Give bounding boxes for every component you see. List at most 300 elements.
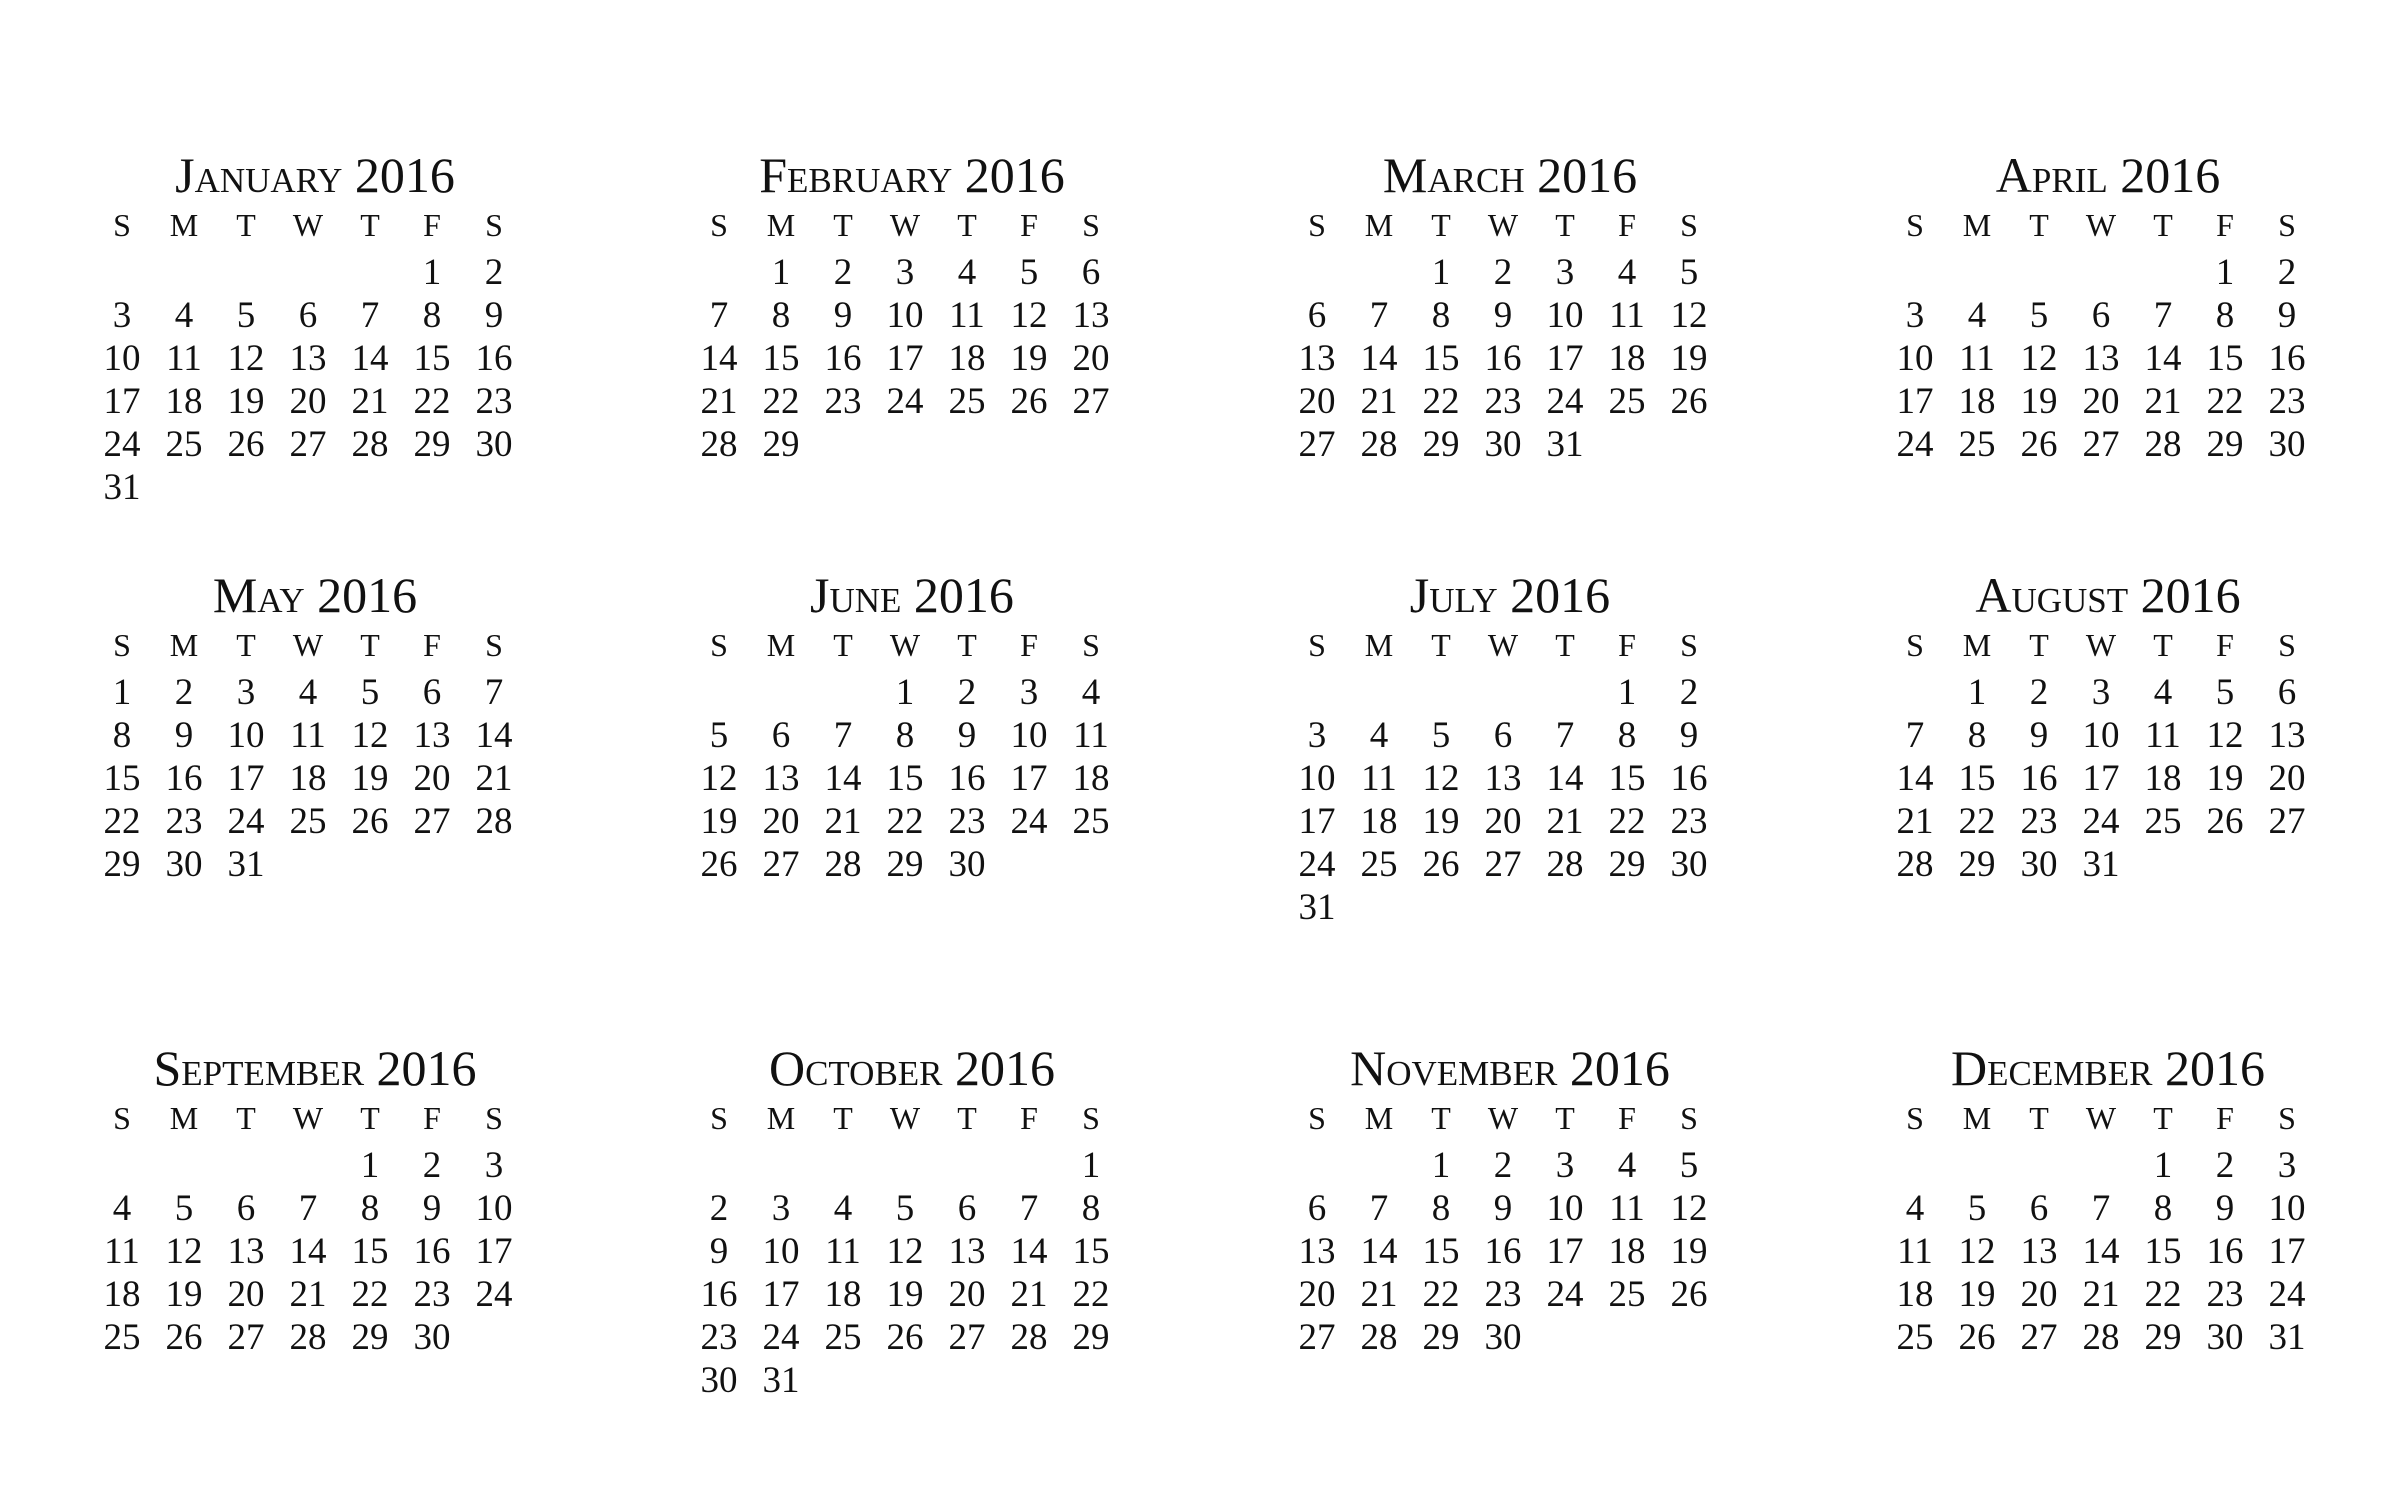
day-cell: 12: [1670, 295, 1708, 336]
weekday-header: T: [1555, 1100, 1575, 1136]
day-cell: 25: [948, 381, 986, 422]
day-cell: 23: [700, 1317, 738, 1358]
day-cell: 15: [1608, 758, 1646, 799]
day-cell: 17: [1546, 1231, 1584, 1272]
day-cell: 28: [475, 801, 513, 842]
day-cell: 15: [351, 1231, 389, 1272]
weekday-header: M: [169, 627, 199, 663]
weekday-header: M: [1364, 1100, 1394, 1136]
day-cell: 4: [1617, 252, 1637, 293]
day-cell: 12: [1958, 1231, 1996, 1272]
month-title: February 2016: [759, 147, 1065, 203]
day-cell: 27: [2082, 424, 2120, 465]
day-cell: 20: [227, 1274, 265, 1315]
day-cell: 27: [762, 844, 800, 885]
day-cell: 1: [1081, 1145, 1101, 1186]
day-cell: 5: [1431, 715, 1451, 756]
day-cell: 26: [700, 844, 738, 885]
weekday-header: W: [2085, 207, 2117, 243]
day-cell: 16: [475, 338, 513, 379]
day-cell: 20: [2020, 1274, 2058, 1315]
day-cell: 25: [1608, 1274, 1646, 1315]
weekday-header: F: [1020, 627, 1038, 663]
day-cell: 7: [1369, 295, 1389, 336]
day-cell: 7: [1369, 1188, 1389, 1229]
day-cell: 26: [1010, 381, 1048, 422]
day-cell: 9: [833, 295, 853, 336]
day-cell: 16: [2206, 1231, 2244, 1272]
day-cell: 22: [1422, 381, 1460, 422]
weekday-header: S: [710, 207, 728, 243]
weekday-header: T: [833, 207, 853, 243]
day-cell: 1: [2153, 1145, 2173, 1186]
day-cell: 25: [289, 801, 327, 842]
day-cell: 7: [1019, 1188, 1039, 1229]
weekday-header: F: [1618, 207, 1636, 243]
day-cell: 17: [1896, 381, 1934, 422]
weekday-header: S: [2278, 207, 2296, 243]
weekday-header: M: [1364, 207, 1394, 243]
day-cell: 31: [1298, 887, 1336, 928]
day-cell: 8: [2153, 1188, 2173, 1229]
day-cell: 19: [1670, 1231, 1708, 1272]
day-cell: 7: [1555, 715, 1575, 756]
day-cell: 14: [824, 758, 862, 799]
day-cell: 8: [360, 1188, 380, 1229]
weekday-header: T: [1555, 627, 1575, 663]
day-cell: 26: [2206, 801, 2244, 842]
day-cell: 20: [2268, 758, 2306, 799]
day-cell: 3: [1905, 295, 1925, 336]
weekday-header: S: [1680, 1100, 1698, 1136]
day-cell: 24: [1896, 424, 1934, 465]
weekday-header: S: [710, 1100, 728, 1136]
day-cell: 14: [1546, 758, 1584, 799]
day-cell: 9: [484, 295, 504, 336]
day-cell: 26: [2020, 424, 2058, 465]
weekday-header: T: [360, 627, 380, 663]
day-cell: 23: [1670, 801, 1708, 842]
weekday-header: W: [1487, 627, 1519, 663]
weekday-header: T: [2029, 627, 2049, 663]
day-cell: 26: [1670, 1274, 1708, 1315]
weekday-header: S: [1308, 207, 1326, 243]
weekday-header: T: [2029, 207, 2049, 243]
day-cell: 19: [1422, 801, 1460, 842]
day-cell: 28: [1896, 844, 1934, 885]
day-cell: 6: [2029, 1188, 2049, 1229]
weekday-header: T: [1431, 1100, 1451, 1136]
day-cell: 22: [1422, 1274, 1460, 1315]
weekday-header: M: [1962, 627, 1992, 663]
day-cell: 30: [1484, 1317, 1522, 1358]
day-cell: 25: [1896, 1317, 1934, 1358]
weekday-header: T: [2153, 1100, 2173, 1136]
day-cell: 29: [1608, 844, 1646, 885]
day-cell: 12: [351, 715, 389, 756]
day-cell: 6: [957, 1188, 977, 1229]
day-cell: 17: [103, 381, 141, 422]
day-cell: 21: [1360, 1274, 1398, 1315]
day-cell: 15: [1422, 1231, 1460, 1272]
day-cell: 19: [1958, 1274, 1996, 1315]
day-cell: 5: [236, 295, 256, 336]
day-cell: 23: [2020, 801, 2058, 842]
day-cell: 23: [413, 1274, 451, 1315]
day-cell: 12: [1422, 758, 1460, 799]
day-cell: 11: [949, 295, 985, 336]
day-cell: 27: [289, 424, 327, 465]
day-cell: 14: [1360, 338, 1398, 379]
day-cell: 20: [1072, 338, 1110, 379]
day-cell: 2: [1493, 1145, 1513, 1186]
weekday-header: S: [1680, 207, 1698, 243]
weekday-header: W: [292, 627, 324, 663]
day-cell: 9: [957, 715, 977, 756]
day-cell: 17: [762, 1274, 800, 1315]
weekday-header: T: [236, 1100, 256, 1136]
day-cell: 13: [948, 1231, 986, 1272]
weekday-header: S: [2278, 627, 2296, 663]
day-cell: 10: [2268, 1188, 2306, 1229]
weekday-header: S: [1308, 627, 1326, 663]
day-cell: 25: [1360, 844, 1398, 885]
day-cell: 6: [1307, 1188, 1327, 1229]
day-cell: 21: [1896, 801, 1934, 842]
day-cell: 29: [1072, 1317, 1110, 1358]
day-cell: 6: [1493, 715, 1513, 756]
day-cell: 13: [289, 338, 327, 379]
day-cell: 16: [1484, 1231, 1522, 1272]
weekday-header: T: [360, 1100, 380, 1136]
day-cell: 14: [1010, 1231, 1048, 1272]
weekday-header: M: [1962, 1100, 1992, 1136]
day-cell: 7: [484, 672, 504, 713]
weekday-header: T: [236, 627, 256, 663]
day-cell: 3: [484, 1145, 504, 1186]
day-cell: 30: [1670, 844, 1708, 885]
day-cell: 20: [2082, 381, 2120, 422]
day-cell: 27: [948, 1317, 986, 1358]
weekday-header: F: [1618, 1100, 1636, 1136]
day-cell: 28: [289, 1317, 327, 1358]
weekday-header: W: [292, 1100, 324, 1136]
day-cell: 5: [1967, 1188, 1987, 1229]
day-cell: 1: [422, 252, 442, 293]
day-cell: 31: [762, 1360, 800, 1401]
day-cell: 2: [957, 672, 977, 713]
day-cell: 27: [1298, 424, 1336, 465]
day-cell: 16: [1670, 758, 1708, 799]
day-cell: 6: [771, 715, 791, 756]
day-cell: 10: [762, 1231, 800, 1272]
day-cell: 26: [1670, 381, 1708, 422]
day-cell: 23: [1484, 381, 1522, 422]
day-cell: 19: [2206, 758, 2244, 799]
day-cell: 18: [824, 1274, 862, 1315]
day-cell: 6: [2091, 295, 2111, 336]
day-cell: 23: [165, 801, 203, 842]
day-cell: 10: [1896, 338, 1934, 379]
month-title: October 2016: [768, 1040, 1056, 1096]
day-cell: 16: [1484, 338, 1522, 379]
day-cell: 5: [174, 1188, 194, 1229]
weekday-header: F: [2216, 207, 2234, 243]
day-cell: 16: [2020, 758, 2058, 799]
day-cell: 15: [1422, 338, 1460, 379]
day-cell: 2: [2277, 252, 2297, 293]
day-cell: 11: [1897, 1231, 1933, 1272]
day-cell: 10: [1010, 715, 1048, 756]
day-cell: 26: [1422, 844, 1460, 885]
day-cell: 4: [1369, 715, 1389, 756]
day-cell: 25: [1958, 424, 1996, 465]
weekday-header: S: [2278, 1100, 2296, 1136]
day-cell: 4: [174, 295, 194, 336]
day-cell: 10: [475, 1188, 513, 1229]
weekday-header: S: [113, 1100, 131, 1136]
day-cell: 25: [1608, 381, 1646, 422]
day-cell: 29: [1422, 1317, 1460, 1358]
day-cell: 30: [1484, 424, 1522, 465]
day-cell: 21: [700, 381, 738, 422]
day-cell: 15: [413, 338, 451, 379]
day-cell: 17: [227, 758, 265, 799]
day-cell: 9: [1679, 715, 1699, 756]
day-cell: 27: [413, 801, 451, 842]
day-cell: 1: [1617, 672, 1637, 713]
day-cell: 31: [227, 844, 265, 885]
day-cell: 18: [103, 1274, 141, 1315]
day-cell: 26: [227, 424, 265, 465]
day-cell: 21: [1546, 801, 1584, 842]
day-cell: 6: [1081, 252, 1101, 293]
day-cell: 5: [1679, 252, 1699, 293]
weekday-header: F: [1020, 1100, 1038, 1136]
day-cell: 3: [236, 672, 256, 713]
day-cell: 22: [351, 1274, 389, 1315]
day-cell: 4: [2153, 672, 2173, 713]
day-cell: 29: [762, 424, 800, 465]
day-cell: 25: [1072, 801, 1110, 842]
day-cell: 3: [1307, 715, 1327, 756]
day-cell: 14: [1360, 1231, 1398, 1272]
day-cell: 8: [112, 715, 132, 756]
day-cell: 4: [1081, 672, 1101, 713]
day-cell: 7: [298, 1188, 318, 1229]
day-cell: 8: [1431, 1188, 1451, 1229]
day-cell: 28: [1010, 1317, 1048, 1358]
day-cell: 31: [103, 467, 141, 508]
day-cell: 18: [1958, 381, 1996, 422]
day-cell: 15: [103, 758, 141, 799]
day-cell: 18: [948, 338, 986, 379]
day-cell: 31: [2082, 844, 2120, 885]
weekday-header: F: [2216, 1100, 2234, 1136]
day-cell: 21: [1010, 1274, 1048, 1315]
day-cell: 12: [700, 758, 738, 799]
day-cell: 1: [1967, 672, 1987, 713]
day-cell: 21: [289, 1274, 327, 1315]
day-cell: 8: [422, 295, 442, 336]
day-cell: 13: [762, 758, 800, 799]
day-cell: 15: [2206, 338, 2244, 379]
day-cell: 29: [103, 844, 141, 885]
weekday-header: T: [1555, 207, 1575, 243]
day-cell: 11: [1073, 715, 1109, 756]
day-cell: 22: [886, 801, 924, 842]
day-cell: 15: [886, 758, 924, 799]
day-cell: 23: [1484, 1274, 1522, 1315]
day-cell: 4: [833, 1188, 853, 1229]
day-cell: 27: [227, 1317, 265, 1358]
month-title: August 2016: [1975, 567, 2241, 623]
month-title: June 2016: [810, 567, 1014, 623]
day-cell: 8: [2215, 295, 2235, 336]
day-cell: 30: [2206, 1317, 2244, 1358]
day-cell: 23: [824, 381, 862, 422]
weekday-header: S: [1308, 1100, 1326, 1136]
day-cell: 16: [2268, 338, 2306, 379]
weekday-header: F: [2216, 627, 2234, 663]
day-cell: 6: [1307, 295, 1327, 336]
weekday-header: S: [710, 627, 728, 663]
day-cell: 21: [1360, 381, 1398, 422]
day-cell: 16: [824, 338, 862, 379]
day-cell: 13: [1298, 1231, 1336, 1272]
day-cell: 20: [1298, 381, 1336, 422]
day-cell: 9: [1493, 1188, 1513, 1229]
day-cell: 11: [1609, 295, 1645, 336]
day-cell: 12: [1670, 1188, 1708, 1229]
day-cell: 14: [2144, 338, 2182, 379]
day-cell: 15: [1958, 758, 1996, 799]
weekday-header: S: [1082, 1100, 1100, 1136]
day-cell: 8: [1967, 715, 1987, 756]
day-cell: 22: [103, 801, 141, 842]
day-cell: 20: [1484, 801, 1522, 842]
weekday-header: S: [485, 1100, 503, 1136]
day-cell: 21: [824, 801, 862, 842]
day-cell: 3: [112, 295, 132, 336]
day-cell: 27: [2020, 1317, 2058, 1358]
day-cell: 9: [2277, 295, 2297, 336]
day-cell: 18: [289, 758, 327, 799]
day-cell: 24: [1010, 801, 1048, 842]
weekday-header: T: [2153, 207, 2173, 243]
day-cell: 1: [1431, 1145, 1451, 1186]
day-cell: 3: [1555, 1145, 1575, 1186]
day-cell: 9: [1493, 295, 1513, 336]
weekday-header: M: [1962, 207, 1992, 243]
day-cell: 2: [2215, 1145, 2235, 1186]
day-cell: 7: [1905, 715, 1925, 756]
day-cell: 24: [103, 424, 141, 465]
day-cell: 12: [1010, 295, 1048, 336]
day-cell: 8: [1617, 715, 1637, 756]
day-cell: 19: [165, 1274, 203, 1315]
day-cell: 14: [289, 1231, 327, 1272]
day-cell: 9: [2215, 1188, 2235, 1229]
day-cell: 25: [2144, 801, 2182, 842]
month-title: December 2016: [1951, 1040, 2265, 1096]
weekday-header: W: [1487, 207, 1519, 243]
day-cell: 12: [227, 338, 265, 379]
day-cell: 14: [700, 338, 738, 379]
weekday-header: F: [423, 1100, 441, 1136]
day-cell: 14: [2082, 1231, 2120, 1272]
day-cell: 21: [475, 758, 513, 799]
month-title: November 2016: [1350, 1040, 1670, 1096]
weekday-header: S: [485, 207, 503, 243]
day-cell: 8: [895, 715, 915, 756]
day-cell: 19: [1010, 338, 1048, 379]
day-cell: 12: [886, 1231, 924, 1272]
day-cell: 13: [2082, 338, 2120, 379]
day-cell: 9: [2029, 715, 2049, 756]
day-cell: 1: [895, 672, 915, 713]
day-cell: 28: [1546, 844, 1584, 885]
day-cell: 6: [422, 672, 442, 713]
day-cell: 11: [166, 338, 202, 379]
day-cell: 28: [2144, 424, 2182, 465]
day-cell: 26: [165, 1317, 203, 1358]
weekday-header: W: [2085, 1100, 2117, 1136]
day-cell: 22: [413, 381, 451, 422]
day-cell: 19: [886, 1274, 924, 1315]
day-cell: 13: [227, 1231, 265, 1272]
day-cell: 22: [762, 381, 800, 422]
day-cell: 12: [2206, 715, 2244, 756]
day-cell: 21: [2144, 381, 2182, 422]
day-cell: 14: [475, 715, 513, 756]
month-title: May 2016: [212, 567, 418, 623]
day-cell: 15: [762, 338, 800, 379]
day-cell: 3: [771, 1188, 791, 1229]
day-cell: 24: [2268, 1274, 2306, 1315]
day-cell: 30: [2268, 424, 2306, 465]
day-cell: 11: [2145, 715, 2181, 756]
day-cell: 11: [1959, 338, 1995, 379]
day-cell: 29: [351, 1317, 389, 1358]
weekday-header: T: [957, 1100, 977, 1136]
day-cell: 13: [1072, 295, 1110, 336]
day-cell: 19: [2020, 381, 2058, 422]
day-cell: 10: [1546, 295, 1584, 336]
weekday-header: F: [1618, 627, 1636, 663]
day-cell: 2: [1679, 672, 1699, 713]
day-cell: 2: [2029, 672, 2049, 713]
day-cell: 7: [2091, 1188, 2111, 1229]
day-cell: 24: [227, 801, 265, 842]
weekday-header: S: [113, 627, 131, 663]
day-cell: 30: [413, 1317, 451, 1358]
day-cell: 3: [1555, 252, 1575, 293]
day-cell: 9: [709, 1231, 729, 1272]
day-cell: 24: [2082, 801, 2120, 842]
day-cell: 6: [236, 1188, 256, 1229]
day-cell: 4: [112, 1188, 132, 1229]
day-cell: 17: [1546, 338, 1584, 379]
day-cell: 22: [1958, 801, 1996, 842]
day-cell: 19: [1670, 338, 1708, 379]
day-cell: 26: [1958, 1317, 1996, 1358]
weekday-header: T: [2153, 627, 2173, 663]
weekday-header: S: [1680, 627, 1698, 663]
day-cell: 13: [2020, 1231, 2058, 1272]
weekday-header: S: [1082, 627, 1100, 663]
weekday-header: F: [1020, 207, 1038, 243]
